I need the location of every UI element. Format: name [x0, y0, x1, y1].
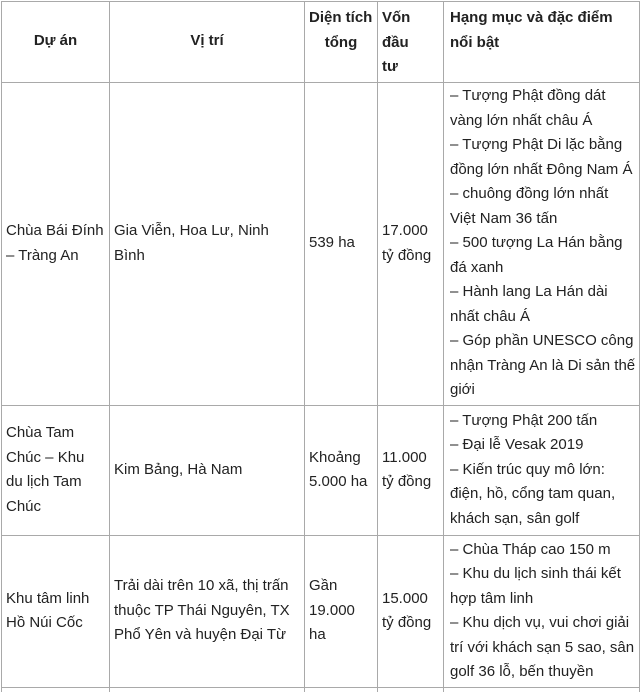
- cell-du-an: Chùa Tam Chúc – Khu du lịch Tam Chúc: [2, 405, 110, 535]
- feature-item: – Chùa Tháp cao 150 m: [450, 540, 611, 558]
- table-row: [2, 405, 640, 535]
- header-von-line2: tư: [382, 58, 398, 75]
- cell-empty: [444, 687, 640, 692]
- table-row: [2, 535, 640, 687]
- cell-vi-tri: Gia Viễn, Hoa Lư, Ninh Bình: [110, 82, 305, 405]
- cell-du-an: Khu tâm linh Hồ Núi Cốc: [2, 535, 110, 687]
- feature-item: – Tượng Phật 200 tấn: [450, 411, 598, 429]
- feature-item: – Hành lang La Hán dài nhất châu Á: [450, 283, 608, 325]
- feature-item: – Khu dịch vụ, vui chơi giải trí với khách sạn 5 sao, sân golf 36 lỗ, bến thuyền: [450, 614, 635, 680]
- feature-item: – Đại lễ Vesak 2019: [450, 436, 584, 454]
- feature-item: – Góp phần UNESCO công nhận Tràng An là Di sản thế giới: [450, 332, 636, 399]
- cell-von: 15.000 tỷ đồng: [378, 535, 444, 687]
- header-von-line1: Vốn đầu: [382, 9, 411, 51]
- header-hang-muc: Hạng mục và đặc điểm nổi bật: [444, 2, 640, 83]
- cell-empty: [2, 687, 110, 692]
- projects-table: [1, 1, 640, 692]
- header-du-an: Dự án: [2, 2, 110, 83]
- cell-dien-tich: Gần 19.000 ha: [305, 535, 378, 687]
- cell-vi-tri: Trải dài trên 10 xã, thị trấn thuộc TP Thái Nguyên, TX Phổ Yên và huyện Đại Từ: [110, 535, 305, 687]
- feature-item: – chuông đồng lớn nhất Việt Nam 36 tấn: [450, 185, 609, 227]
- header-dien-tich-line1: Diện tích: [309, 9, 373, 26]
- feature-item: – Khu du lịch sinh thái kết hợp tâm linh: [450, 565, 621, 607]
- table-row-partial: [2, 687, 640, 692]
- cell-von: 17.000 tỷ đồng: [378, 82, 444, 405]
- cell-empty: [305, 687, 378, 692]
- header-von-dau-tu: [378, 2, 444, 83]
- cell-vi-tri: Kim Bảng, Hà Nam: [110, 405, 305, 535]
- cell-hang-muc: [444, 405, 640, 535]
- cell-du-an: Chùa Bái Đính – Tràng An: [2, 82, 110, 405]
- cell-hang-muc: [444, 82, 640, 405]
- header-row: [2, 2, 640, 83]
- feature-item: – 500 tượng La Hán bằng đá xanh: [450, 234, 623, 276]
- header-dien-tich-line2: tổng: [324, 33, 358, 51]
- cell-empty: [378, 687, 444, 692]
- cell-hang-muc: [444, 535, 640, 687]
- header-vi-tri: Vị trí: [110, 2, 305, 83]
- feature-item: – Tượng Phật đồng dát vàng lớn nhất châu Á: [450, 87, 606, 129]
- feature-item: – Kiến trúc quy mô lớn: điện, hồ, cổng tam quan, khách sạn, sân golf: [450, 460, 616, 527]
- cell-empty: [110, 687, 305, 692]
- feature-item: – Tượng Phật Di lặc bằng đồng lớn nhất Đông Nam Á: [450, 136, 633, 178]
- cell-dien-tich: 539 ha: [305, 82, 378, 405]
- cell-dien-tich: Khoảng 5.000 ha: [305, 405, 378, 535]
- table-row: [2, 82, 640, 405]
- header-dien-tich: [305, 2, 378, 83]
- cell-von: 11.000 tỷ đồng: [378, 405, 444, 535]
